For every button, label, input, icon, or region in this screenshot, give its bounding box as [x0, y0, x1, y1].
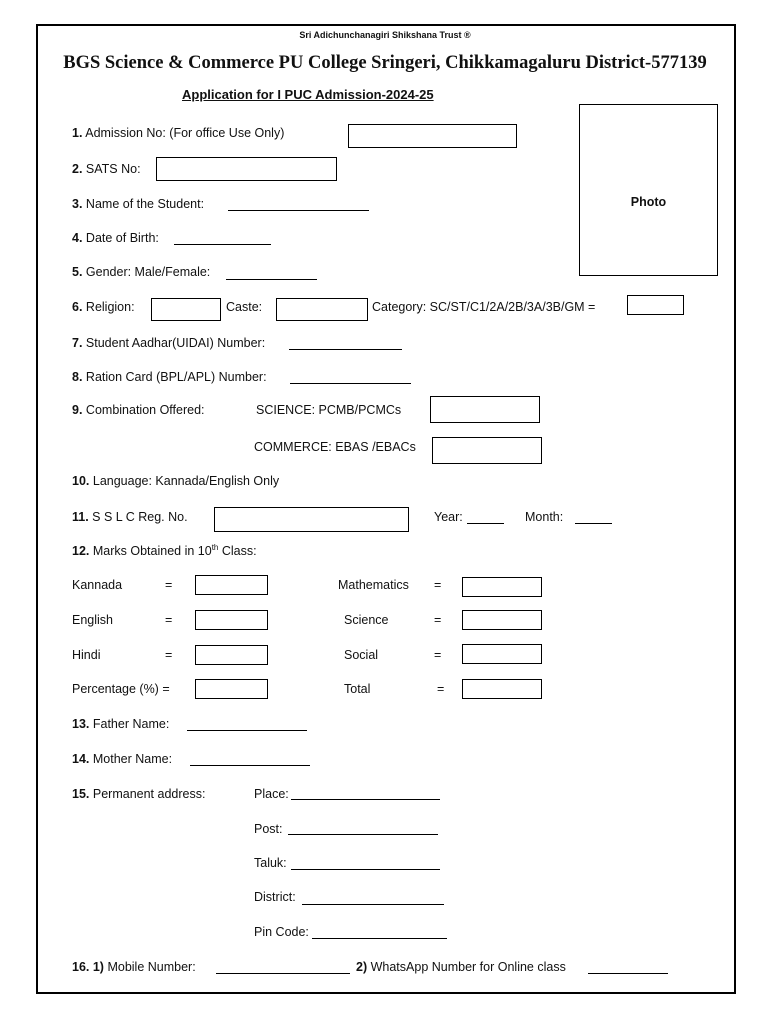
total-eq: =: [437, 682, 445, 696]
field-father-name-label: 13. Father Name:: [72, 717, 170, 731]
field-year-label: Year:: [434, 510, 463, 524]
hindi-marks-input[interactable]: [195, 645, 268, 665]
english-label: English: [72, 613, 113, 627]
district-input[interactable]: [302, 904, 444, 905]
english-eq: =: [165, 613, 173, 627]
taluk-input[interactable]: [291, 869, 440, 870]
place-label: Place:: [254, 787, 289, 801]
ration-card-input[interactable]: [290, 383, 411, 384]
field-ration-card-label: 8. Ration Card (BPL/APL) Number:: [72, 370, 267, 384]
pin-code-input[interactable]: [312, 938, 447, 939]
total-marks-input[interactable]: [462, 679, 542, 699]
field-marks-label: 12. Marks Obtained in 10th Class:: [72, 543, 257, 559]
science-label: Science: [344, 613, 389, 627]
science-combination-input[interactable]: [430, 396, 540, 423]
mathematics-marks-input[interactable]: [462, 577, 542, 597]
trust-name: Sri Adichunchanagiri Shikshana Trust ®: [299, 30, 471, 40]
field-caste-label: Caste:: [226, 300, 263, 314]
english-marks-input[interactable]: [195, 610, 268, 630]
dob-input[interactable]: [174, 244, 271, 245]
father-name-input[interactable]: [187, 730, 307, 731]
place-input[interactable]: [291, 799, 440, 800]
kannada-label: Kannada: [72, 578, 123, 592]
social-marks-input[interactable]: [462, 644, 542, 664]
field-address-label: 15. Permanent address:: [72, 787, 206, 801]
field-dob-label: 4. Date of Birth:: [72, 231, 159, 245]
aadhar-input[interactable]: [289, 349, 402, 350]
field-month-label: Month:: [525, 510, 564, 524]
kannada-marks-input[interactable]: [195, 575, 268, 595]
commerce-option-label: COMMERCE: EBAS /EBACs: [254, 440, 416, 454]
social-eq: =: [434, 648, 442, 662]
year-input[interactable]: [467, 523, 504, 524]
sslc-reg-input[interactable]: [214, 507, 409, 532]
science-eq: =: [434, 613, 442, 627]
application-title: Application for I PUC Admission-2024-25: [182, 87, 434, 102]
hindi-eq: =: [165, 648, 173, 662]
social-label: Social: [344, 648, 379, 662]
gender-input[interactable]: [226, 279, 317, 280]
science-marks-input[interactable]: [462, 610, 542, 630]
mathematics-eq: =: [434, 578, 442, 592]
field-sslc-reg-label: 11. S S L C Reg. No.: [72, 510, 188, 524]
religion-input[interactable]: [151, 298, 221, 321]
field-mother-name-label: 14. Mother Name:: [72, 752, 173, 766]
student-name-input[interactable]: [228, 210, 369, 211]
field-religion-label: 6. Religion:: [72, 300, 135, 314]
post-label: Post:: [254, 822, 283, 836]
field-whatsapp-label: 2) WhatsApp Number for Online class: [356, 960, 566, 974]
post-input[interactable]: [288, 834, 438, 835]
mathematics-label: Mathematics: [338, 578, 409, 592]
kannada-eq: =: [165, 578, 173, 592]
field-gender-label: 5. Gender: Male/Female:: [72, 265, 211, 279]
field-aadhar-label: 7. Student Aadhar(UIDAI) Number:: [72, 336, 266, 350]
month-input[interactable]: [575, 523, 612, 524]
mobile-number-input[interactable]: [216, 973, 350, 974]
caste-input[interactable]: [276, 298, 368, 321]
field-student-name-label: 3. Name of the Student:: [72, 197, 205, 211]
photo-box[interactable]: [579, 104, 718, 276]
field-mobile-label: 16. 1) Mobile Number:: [72, 960, 196, 974]
whatsapp-number-input[interactable]: [588, 973, 668, 974]
hindi-label: Hindi: [72, 648, 101, 662]
total-label: Total: [344, 682, 371, 696]
college-name: BGS Science & Commerce PU College Sringeri, Chikkamagaluru District-577139: [63, 53, 707, 73]
science-option-label: SCIENCE: PCMB/PCMCs: [256, 403, 402, 417]
pin-code-label: Pin Code:: [254, 925, 309, 939]
sats-no-input[interactable]: [156, 157, 337, 181]
field-sats-no-label: 2. SATS No:: [72, 162, 141, 176]
field-admission-no-label: 1. Admission No: (For office Use Only): [72, 126, 285, 140]
percentage-input[interactable]: [195, 679, 268, 699]
photo-label: Photo: [630, 195, 667, 209]
field-language-label: 10. Language: Kannada/English Only: [72, 474, 280, 488]
field-combination-label: 9. Combination Offered:: [72, 403, 205, 417]
category-input[interactable]: [627, 295, 684, 315]
field-category-label: Category: SC/ST/C1/2A/2B/3A/3B/GM =: [372, 300, 596, 314]
percentage-label: Percentage (%) =: [72, 682, 170, 696]
mother-name-input[interactable]: [190, 765, 310, 766]
district-label: District:: [254, 890, 296, 904]
admission-no-input[interactable]: [348, 124, 517, 148]
taluk-label: Taluk:: [254, 856, 287, 870]
commerce-combination-input[interactable]: [432, 437, 542, 464]
